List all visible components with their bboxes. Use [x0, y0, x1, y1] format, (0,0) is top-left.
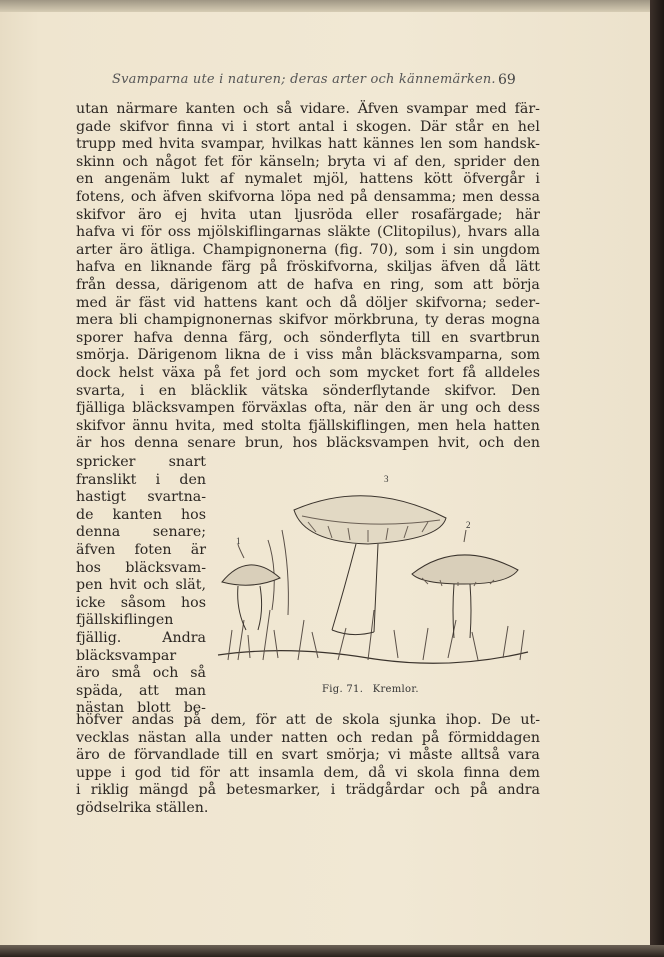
figure-number: Fig. 71.: [322, 684, 364, 695]
text-line: äro de förvandlade till en svart smörja; vi måste alltså vara: [76, 747, 540, 764]
text-line: skifvor äro ej hvita utan ljusröda eller rosafärgade; här: [76, 206, 540, 223]
text-line: uppe i god tid för att insamla dem, då vi skola finna dem: [76, 764, 540, 781]
text-line: gödselrika ställen.: [76, 799, 209, 816]
text-line: icke såsom hos: [76, 594, 206, 611]
text-line: gade skifvor finna vi i stort antal i skogen. Där står en hel: [76, 118, 540, 135]
figure-caption: [322, 684, 425, 695]
text-line: i riklig mängd på betesmarker, i trädgårdar och på andra: [76, 782, 540, 799]
figure-label-2: 2: [466, 520, 471, 530]
text-line: bläcksvampar: [76, 647, 177, 664]
running-header: Svamparna ute i naturen; deras arter och kännemärken.: [112, 72, 496, 87]
text-line: skifvor ännu hvita, med stolta fjällskiflingen, men hela hatten: [76, 417, 540, 434]
text-line: franslikt i den: [76, 471, 206, 488]
text-line: trupp med hvita svampar, hvilkas hatt kännes len som handsk-: [76, 136, 540, 153]
main-text-block: [76, 101, 540, 453]
mushroom-engraving: [208, 470, 538, 680]
text-line: de kanten hos: [76, 506, 206, 523]
text-line: fjällskiflingen: [76, 612, 174, 629]
wrapped-text-block: [76, 454, 206, 718]
text-line: en angenäm lukt af nymalet mjöl, hattens kött öfvergår i: [76, 171, 540, 188]
book-bottom-edge: [0, 945, 664, 957]
text-line: hastigt svartna-: [76, 489, 206, 506]
text-line: höfver andas på dem, för att de skola sjunka ihop. De ut-: [76, 712, 540, 728]
text-line: hafva vi för oss mjölskiflingarnas släkte (Clitopilus), hvars alla: [76, 224, 540, 241]
text-line: spricker snart: [76, 454, 206, 470]
text-line: hafva en liknande färg på fröskifvorna, skiljas äfven då lätt: [76, 259, 540, 276]
lower-text-block: [76, 712, 540, 818]
text-line: arter äro ätliga. Champignonerna (fig. 70), som i sin ungdom: [76, 241, 540, 258]
figure-label-3: 3: [384, 474, 389, 484]
text-line: vecklas nästan alla under natten och redan på förmiddagen: [76, 729, 540, 746]
text-line: nästan blott be-: [76, 700, 206, 717]
text-line: hos bläcksvam-: [76, 559, 206, 576]
page-number: 69: [498, 72, 516, 88]
mushroom-illustration: [208, 470, 538, 700]
text-line: späda, att man: [76, 682, 206, 699]
text-line: med är fäst vid hattens kant och då döljer skifvorna; seder-: [76, 294, 540, 311]
text-line: äro små och så: [76, 665, 206, 682]
figure-title: Kremlor.: [372, 684, 419, 695]
text-line: äfven foten är: [76, 541, 206, 558]
text-line: sporer hafva denna färg, och sönderflyta till en svartbrun: [76, 329, 540, 346]
text-line: mera bli champignonernas skifvor mörkbruna, ty deras mogna: [76, 312, 540, 329]
text-line: fotens, och äfven skifvorna löpa ned på densamma; men dessa: [76, 188, 540, 205]
text-line: smörja. Därigenom likna de i viss mån bläcksvamparna, som: [76, 347, 540, 364]
text-line: fjällig. Andra: [76, 629, 206, 646]
figure-label-1: 1: [236, 536, 241, 546]
text-line: är hos denna senare brun, hos bläcksvampen hvit, och den: [76, 435, 540, 452]
text-line: fjälliga bläcksvampen förväxlas ofta, när den är ung och dess: [76, 400, 540, 417]
text-line: utan närmare kanten och så vidare. Äfven svampar med fär-: [76, 101, 540, 117]
text-line: pen hvit och slät,: [76, 577, 206, 594]
book-spine-edge: [650, 0, 664, 957]
text-line: från dessa, därigenom att de hafva en ring, som att börja: [76, 276, 540, 293]
text-line: skinn och något fet för känseln; bryta vi af den, sprider den: [76, 153, 540, 170]
text-line: dock helst växa på fet jord och som mycket fort få alldeles: [76, 364, 540, 381]
text-line: svarta, i en bläcklik vätska sönderflytande skifvor. Den: [76, 382, 540, 399]
text-line: denna senare;: [76, 524, 206, 541]
